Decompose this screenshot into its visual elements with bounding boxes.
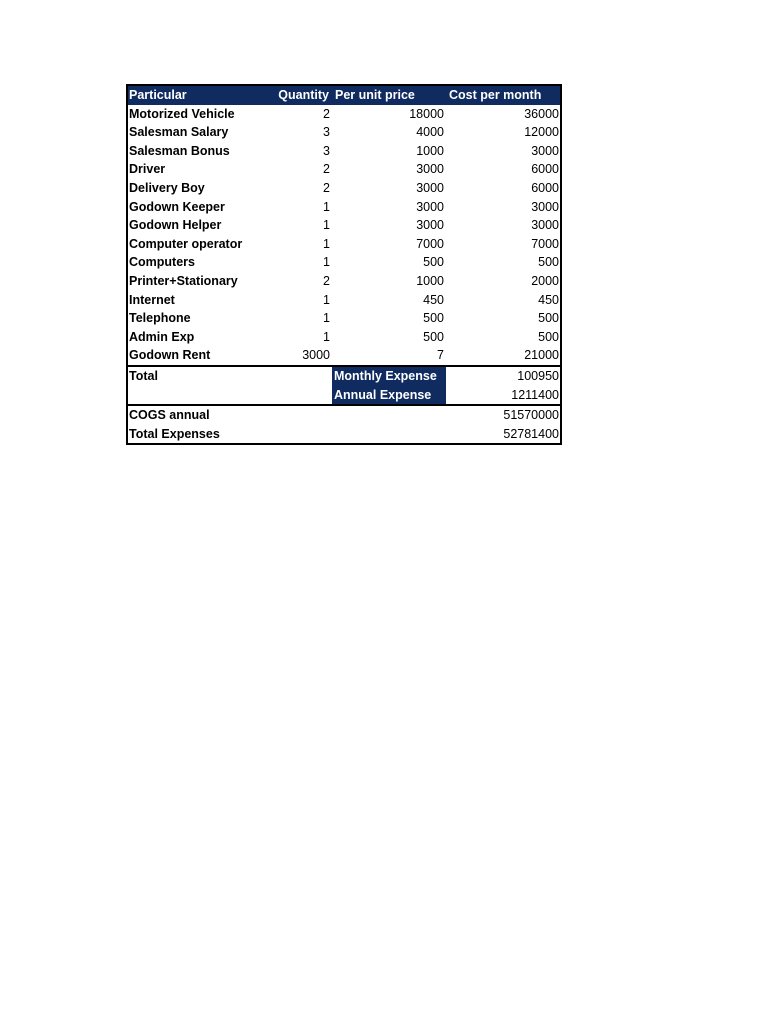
row-quantity: 1 (323, 199, 330, 214)
row-unit-price: 7000 (416, 236, 444, 251)
row-cost-per-month: 7000 (531, 236, 559, 251)
row-particular: Printer+Stationary (129, 273, 238, 288)
row-quantity: 1 (323, 311, 330, 326)
row-quantity: 2 (323, 180, 330, 195)
row-unit-price: 3000 (416, 162, 444, 177)
row-particular: Admin Exp (129, 329, 195, 344)
row-cost-per-month: 36000 (524, 106, 559, 121)
annual-expense-value: 1211400 (511, 387, 559, 402)
header-particular: Particular (129, 88, 187, 102)
header-unit-price: Per unit price (335, 88, 415, 102)
row-unit-price: 3000 (416, 180, 444, 195)
table-row (128, 105, 560, 124)
row-cost-per-month: 12000 (524, 125, 559, 140)
table-row (128, 123, 560, 142)
expense-table (126, 84, 562, 445)
table-row (128, 198, 560, 217)
row-unit-price: 500 (423, 255, 444, 270)
row-cost-per-month: 2000 (531, 273, 559, 288)
row-quantity: 2 (323, 106, 330, 121)
table-row (128, 216, 560, 235)
row-unit-price: 3000 (416, 218, 444, 233)
table-row (128, 272, 560, 291)
table-row (128, 291, 560, 310)
row-unit-price: 500 (423, 329, 444, 344)
total-empty-cell (267, 367, 332, 386)
table-row (128, 346, 560, 365)
total-annual-row (128, 386, 560, 405)
total-expenses-empty-cell (267, 425, 332, 444)
row-unit-price: 4000 (416, 125, 444, 140)
row-unit-price: 1000 (416, 273, 444, 288)
table-row (128, 142, 560, 161)
row-quantity: 3 (323, 143, 330, 158)
row-quantity: 2 (323, 273, 330, 288)
row-quantity: 3000 (302, 348, 330, 363)
table-body (128, 105, 560, 365)
monthly-expense-value: 100950 (517, 368, 559, 383)
table-row (128, 253, 560, 272)
row-particular: Delivery Boy (129, 180, 205, 195)
table-row (128, 235, 560, 254)
table-row (128, 179, 560, 198)
total-expenses-empty-cell-2 (332, 425, 446, 444)
row-particular: Computer operator (129, 236, 243, 251)
row-unit-price: 18000 (409, 106, 444, 121)
row-particular: Driver (129, 162, 166, 177)
annual-expense-label: Annual Expense (332, 386, 446, 405)
row-cost-per-month: 500 (538, 329, 559, 344)
cogs-value: 51570000 (503, 408, 559, 423)
annual-empty-cell-2 (267, 386, 332, 405)
total-expenses-label: Total Expenses (129, 426, 220, 441)
cogs-empty-cell-2 (332, 406, 446, 425)
row-unit-price: 1000 (416, 143, 444, 158)
header-quantity: Quantity (278, 88, 329, 102)
row-cost-per-month: 3000 (531, 199, 559, 214)
row-particular: Telephone (129, 311, 191, 326)
table-row (128, 160, 560, 179)
table-header-row (128, 86, 560, 105)
row-particular: Internet (129, 292, 175, 307)
row-cost-per-month: 450 (538, 292, 559, 307)
cogs-empty-cell (267, 406, 332, 425)
row-quantity: 3 (323, 125, 330, 140)
total-expenses-value: 52781400 (503, 426, 559, 441)
monthly-expense-label: Monthly Expense (332, 367, 446, 386)
row-quantity: 1 (323, 292, 330, 307)
row-cost-per-month: 500 (538, 255, 559, 270)
row-particular: Godown Keeper (129, 199, 225, 214)
row-unit-price: 500 (423, 311, 444, 326)
row-quantity: 1 (323, 236, 330, 251)
row-quantity: 1 (323, 255, 330, 270)
row-quantity: 1 (323, 329, 330, 344)
annual-empty-cell (128, 386, 267, 405)
row-cost-per-month: 6000 (531, 180, 559, 195)
row-unit-price: 3000 (416, 199, 444, 214)
row-cost-per-month: 500 (538, 311, 559, 326)
row-quantity: 2 (323, 162, 330, 177)
cogs-label: COGS annual (129, 408, 210, 423)
row-particular: Salesman Bonus (129, 143, 230, 158)
row-unit-price: 7 (437, 348, 444, 363)
total-expenses-row (128, 425, 560, 444)
row-particular: Godown Rent (129, 348, 211, 363)
row-particular: Motorized Vehicle (129, 106, 235, 121)
row-cost-per-month: 3000 (531, 143, 559, 158)
row-quantity: 1 (323, 218, 330, 233)
row-particular: Salesman Salary (129, 125, 229, 140)
row-cost-per-month: 6000 (531, 162, 559, 177)
header-cost-per-month: Cost per month (449, 88, 542, 102)
row-unit-price: 450 (423, 292, 444, 307)
row-cost-per-month: 3000 (531, 218, 559, 233)
row-particular: Godown Helper (129, 218, 222, 233)
row-particular: Computers (129, 255, 195, 270)
table-row (128, 309, 560, 328)
cogs-row (128, 404, 560, 425)
total-label: Total (129, 368, 158, 383)
row-cost-per-month: 21000 (524, 348, 559, 363)
table-row (128, 328, 560, 347)
total-monthly-row (128, 365, 560, 386)
